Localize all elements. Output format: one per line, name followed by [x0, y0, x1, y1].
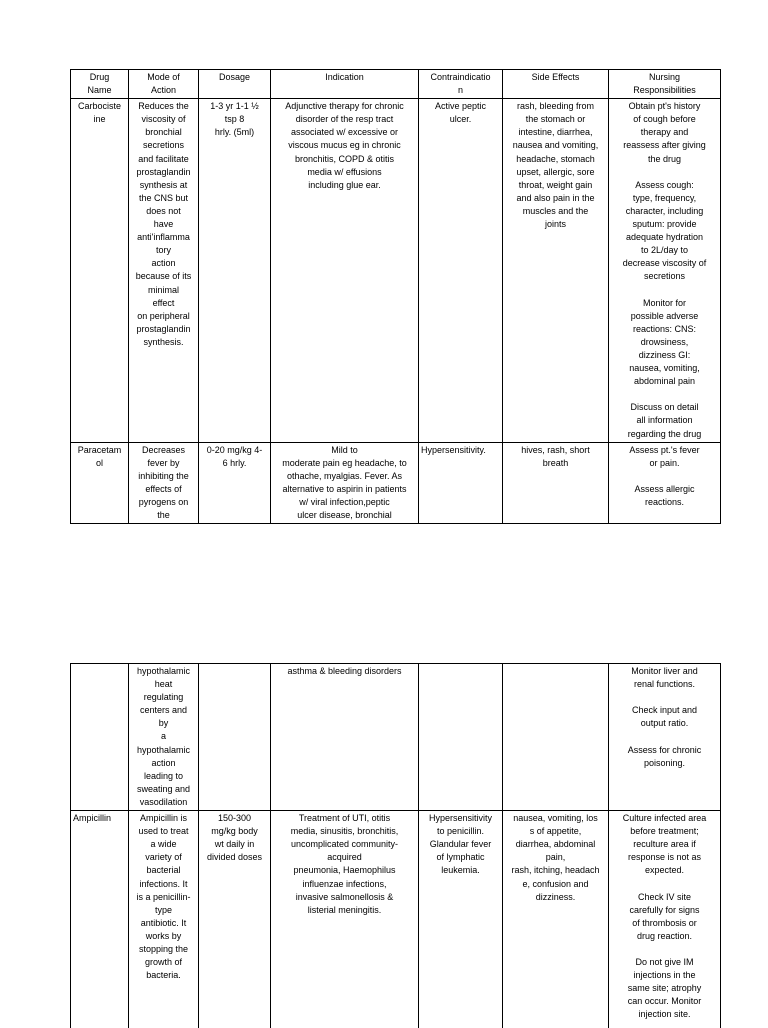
table-row — [71, 442, 721, 524]
header-text: Mode of Action — [147, 72, 180, 96]
cell-text: 1-3 yr 1-1 ½ tsp 8 hrly. (5ml) — [210, 101, 259, 138]
header-side-effects — [503, 70, 609, 99]
cell-text: rash, bleeding from the stomach or intestine, diarrhea, nausea and vomiting, headache, stomach upset, allergic, sore throat, weight gain and also pain in the muscles and the joints — [512, 101, 599, 230]
cell-text: Active peptic ulcer. — [434, 101, 487, 125]
dosage-cell — [199, 664, 271, 811]
header-row — [71, 70, 721, 99]
header-text: Dosage — [218, 72, 251, 82]
cell-text: Carbociste ine — [77, 101, 122, 125]
drug-table-page2 — [70, 663, 721, 1028]
drug-name-cell — [71, 664, 129, 811]
header-text: Nursing Responsibilities — [633, 72, 696, 96]
indication-cell — [271, 99, 419, 442]
side-effects-cell — [503, 99, 609, 442]
table-row — [71, 811, 721, 1028]
indication-cell — [271, 811, 419, 1028]
header-indication — [271, 70, 419, 99]
cell-text: nausea, vomiting, los s of appetite, diarrhea, abdominal pain, rash, itching, headach e, confusion and dizziness. — [511, 813, 600, 902]
header-text: Drug Name — [87, 72, 112, 96]
drug-name-cell — [71, 811, 129, 1028]
cell-text: Culture infected area before treatment; reculture area if response is not as expected. Check IV site carefully for signs of thrombosis or drug reaction. Do not give IM injections in the same site; atrophy can occur. Monitor injection site. — [622, 813, 707, 1020]
cell-text: Assess pt.'s fever or pain. Assess allergic reactions. — [629, 444, 700, 507]
contraindication-cell — [419, 442, 503, 524]
contraindication-cell — [419, 664, 503, 811]
mode-of-action-cell — [129, 442, 199, 524]
cell-text: Treatment of UTI, otitis media, sinusitis, bronchitis, uncomplicated community- acquired pneumonia, Haemophilus influenzae infections, invasive salmonellosis & listerial meningitis. — [290, 813, 399, 915]
side-effects-cell — [503, 811, 609, 1028]
cell-text: Hypersensitivity. — [421, 444, 486, 455]
header-dosage — [199, 70, 271, 99]
header-mode-of-action — [129, 70, 199, 99]
contraindication-cell — [419, 99, 503, 442]
side-effects-cell — [503, 664, 609, 811]
cell-text: Hypersensitivity to penicillin. Glandular fever of lymphatic leukemia. — [428, 813, 493, 876]
cell-text: Monitor liver and renal functions. Check input and output ratio. Assess for chronic poisoning. — [627, 666, 702, 768]
drug-table-page1 — [70, 69, 721, 524]
dosage-cell — [199, 811, 271, 1028]
cell-text: Reduces the viscosity of bronchial secretions and facilitate prostaglandin synthesis at the CNS but does not have anti'inflamma tory action because of its minimal effect on peripheral prostaglandin synthesis. — [135, 101, 192, 347]
nursing-cell — [609, 664, 721, 811]
header-contraindication — [419, 70, 503, 99]
header-text: Contraindicatio n — [430, 72, 491, 96]
header-text: Side Effects — [531, 72, 580, 82]
indication-cell — [271, 442, 419, 524]
cell-text: Ampicillin — [73, 813, 112, 824]
drug-name-cell — [71, 442, 129, 524]
nursing-cell — [609, 442, 721, 524]
nursing-cell — [609, 811, 721, 1028]
header-drug-name — [71, 70, 129, 99]
table-row — [71, 99, 721, 442]
cell-text: Ampicillin is used to treat a wide variety of bacterial infections. It is a penicillin- type antibiotic. It works by stopping the growth of bacteria. — [136, 813, 191, 981]
cell-text: hypothalamic heat regulating centers and by a hypothalamic action leading to sweating and vasodilation — [136, 666, 191, 807]
contraindication-cell — [419, 811, 503, 1028]
side-effects-cell — [503, 442, 609, 524]
drug-name-cell — [71, 99, 129, 442]
table-row — [71, 664, 721, 811]
cell-text: Obtain pt's history of cough before therapy and reassess after giving the drug Assess cough: type, frequency, character, including sputum: provide adequate hydration to 2L/day to decrease viscosity of secretions Monitor for possible adverse reactions: CNS: drowsiness, dizziness GI: nausea, vomiting, abdominal pain Discuss on detail all information regarding the drug — [622, 101, 707, 439]
mode-of-action-cell — [129, 664, 199, 811]
nursing-cell — [609, 99, 721, 442]
indication-cell — [271, 664, 419, 811]
cell-text: 0-20 mg/kg 4- 6 hrly. — [206, 444, 263, 468]
mode-of-action-cell — [129, 99, 199, 442]
cell-text: hives, rash, short breath — [521, 444, 590, 468]
header-text: Indication — [325, 72, 364, 82]
cell-text: Adjunctive therapy for chronic disorder of the resp tract associated w/ excessive or viscous mucus eg in chronic bronchitis, COPD & otitis media w/ effusions including glue ear. — [285, 101, 404, 190]
cell-text: asthma & bleeding disorders — [287, 666, 402, 676]
cell-text: Decreases fever by inhibiting the effects of pyrogens on the — [138, 444, 189, 521]
cell-text: 150-300 mg/kg body wt daily in divided doses — [206, 813, 263, 863]
cell-text: Paracetam ol — [77, 444, 122, 468]
header-nursing-responsibilities — [609, 70, 721, 99]
dosage-cell — [199, 99, 271, 442]
dosage-cell — [199, 442, 271, 524]
mode-of-action-cell — [129, 811, 199, 1028]
cell-text: Mild to moderate pain eg headache, to othache, myalgias. Fever. As alternative to aspirin in patients w/ viral infection,peptic ulcer disease, bronchial — [282, 444, 407, 521]
